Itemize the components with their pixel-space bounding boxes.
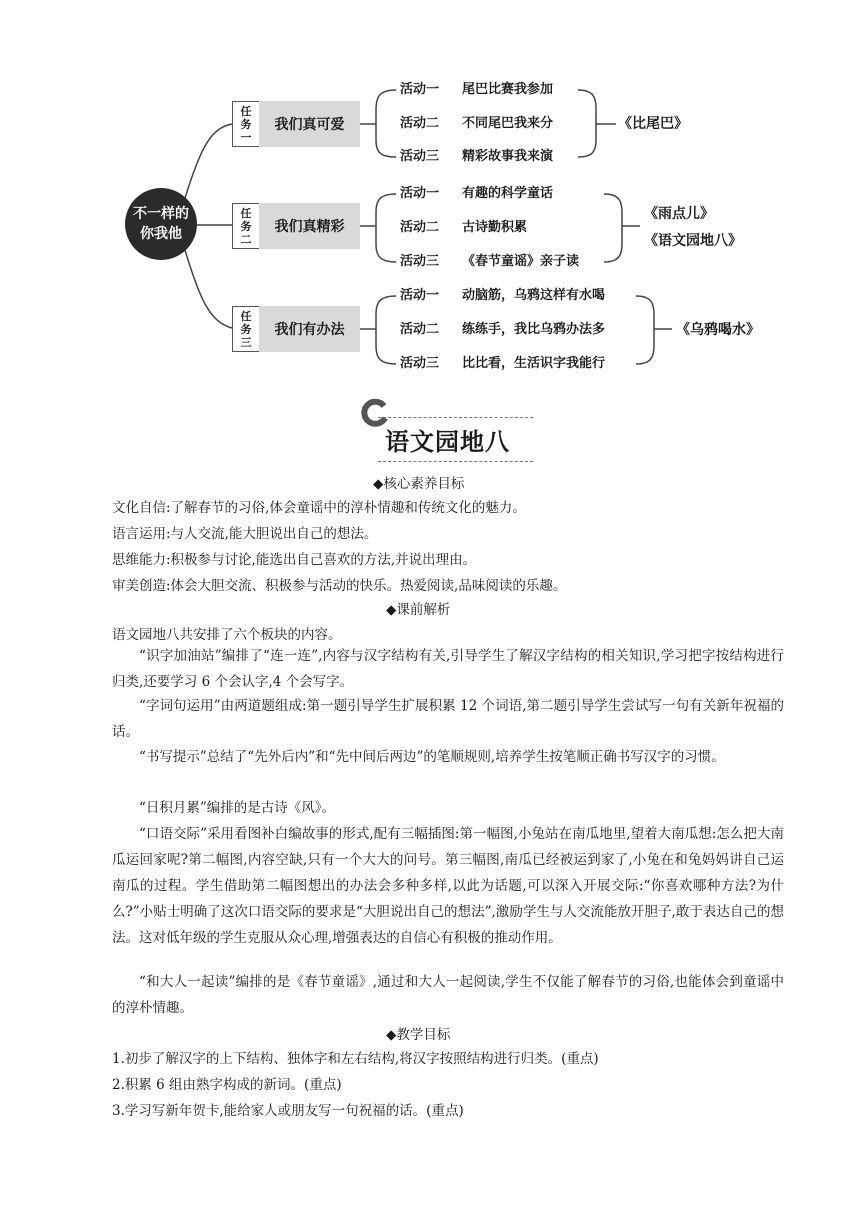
literacy-item: 审美创造:体会大胆交流、积极参与活动的快乐。热爱阅读,品味阅读的乐趣。	[112, 578, 567, 594]
literacy-item: 语言运用:与人交流,能大胆说出自己的想法。	[112, 526, 378, 542]
task-tag-char: 三	[240, 335, 252, 349]
activity-number: 活动一	[400, 288, 440, 303]
task-2	[232, 203, 360, 249]
analysis-heading: ◆课前解析	[386, 602, 451, 618]
task-tag-char: 任	[240, 309, 252, 323]
activity-item	[400, 114, 553, 134]
center-line-1: 不一样的	[133, 206, 189, 222]
task-name: 我们真可爱	[259, 101, 360, 147]
activity-text: 练练手，我比乌鸦办法多	[462, 322, 606, 337]
activity-item	[400, 252, 579, 272]
activity-text: 不同尾巴我来分	[462, 116, 554, 131]
task-tag-char: 任	[240, 206, 252, 220]
lesson-label: 《语文园地八》	[644, 233, 742, 249]
activity-text: 尾巴比赛我参加	[462, 82, 554, 97]
literacy-item: 文化自信:了解春节的习俗,体会童谣中的淳朴情趣和传统文化的魅力。	[112, 500, 526, 516]
activity-number: 活动二	[400, 116, 440, 131]
title-ring-icon	[358, 398, 388, 428]
task-tag-char: 务	[240, 117, 252, 131]
literacy-heading: ◆核心素养目标	[373, 476, 465, 492]
title-divider-bottom	[378, 461, 533, 462]
activity-item	[400, 218, 527, 238]
activity-item	[400, 286, 605, 306]
activity-item	[400, 320, 605, 340]
activity-item	[400, 147, 553, 167]
mind-map	[0, 0, 860, 390]
goals-heading: ◆教学目标	[386, 1027, 451, 1043]
goal-item: 1.初步了解汉字的上下结构、独体字和左右结构,将汉字按照结构进行归类。(重点)	[112, 1051, 599, 1067]
title-divider-top	[378, 417, 533, 418]
task-name: 我们有办法	[259, 306, 360, 352]
activity-number: 活动一	[400, 82, 440, 97]
analysis-intro: 语文园地八共安排了六个板块的内容。	[112, 627, 342, 643]
analysis-paragraph: “字词句运用”由两道题组成:第一题引导学生扩展积累 12 个词语,第二题引导学生尝试写一句有关新年祝福的话。	[112, 698, 784, 740]
goal-item: 3.学习写新年贺卡,能给家人或朋友写一句祝福的话。(重点)	[112, 1103, 464, 1119]
analysis-paragraph: “日积月累”编排的是古诗《风》。	[139, 800, 336, 816]
analysis-paragraph: “识字加油站”编排了“连一连”,内容与汉字结构有关,引导学生了解汉字结构的相关知识,学习把字按结构进行归类,还要学习 6 个会认字,4 个会写字。	[112, 648, 784, 690]
activity-number: 活动二	[400, 322, 440, 337]
activity-text: 有趣的科学童话	[462, 186, 554, 201]
analysis-paragraph: “书写提示”总结了“先外后内”和“先中间后两边”的笔顺规则,培养学生按笔顺正确书写汉字的习惯。	[139, 749, 725, 765]
task-1	[232, 101, 360, 147]
lesson-label: 《乌鸦喝水》	[676, 322, 760, 338]
task-tag-char: 二	[240, 232, 252, 246]
task-3	[232, 306, 360, 352]
task-tag-char: 一	[240, 130, 252, 144]
analysis-paragraph: “和大人一起读”编排的是《春节童谣》,通过和大人一起阅读,学生不仅能了解春节的习俗,也能体会到童谣中的淳朴情趣。	[112, 974, 784, 1016]
activity-text: 《春节童谣》亲子读	[462, 254, 580, 269]
task-tag-char: 任	[240, 104, 252, 118]
task-tag	[232, 203, 259, 249]
lesson-label: 《比尾巴》	[618, 116, 688, 132]
goal-item: 2.积累 6 组由熟字构成的新词。(重点)	[112, 1077, 342, 1093]
activity-text: 动脑筋，乌鸦这样有水喝	[462, 288, 606, 303]
activity-text: 精彩故事我来演	[462, 149, 554, 164]
analysis-paragraph: “口语交际”采用看图补白编故事的形式,配有三幅插图:第一幅图,小兔站在南瓜地里,望着大南瓜想:怎么把大南瓜运回家呢?第二幅图,内容空缺,只有一个大大的问号。第三幅图,南瓜已经被运到家了,小兔在和兔妈妈讲自己运南瓜的过程。学生借助第二幅图想出的办法会多种多样,以此为话题,可以深入开展交际:“你喜欢哪种方法?为什么?”小贴士明确了这次口语交际的要求是“大胆说出自己的想法”,激励学生与人交流能放开胆子,敢于表达自己的想法。这对低年级的学生克服从众心理,增强表达的自信心有积极的推动作用。	[112, 826, 784, 946]
task-tag-char: 务	[240, 322, 252, 336]
task-tag-char: 务	[240, 219, 252, 233]
task-tag	[232, 306, 259, 352]
activity-text: 比比看，生活识字我能行	[462, 356, 606, 371]
mind-map-center	[125, 188, 197, 260]
activity-item	[400, 80, 553, 100]
activity-number: 活动二	[400, 220, 440, 235]
activity-number: 活动一	[400, 186, 440, 201]
activity-number: 活动三	[400, 254, 440, 269]
literacy-item: 思维能力:积极参与讨论,能选出自己喜欢的方法,并说出理由。	[112, 552, 477, 568]
lesson-label: 《雨点儿》	[644, 206, 714, 222]
task-name: 我们真精彩	[259, 203, 360, 249]
center-line-2: 你我他	[140, 226, 182, 242]
activity-number: 活动三	[400, 149, 440, 164]
activity-number: 活动三	[400, 356, 440, 371]
section-title: 语文园地八	[385, 428, 510, 456]
activity-text: 古诗勤积累	[462, 220, 528, 235]
activity-item	[400, 354, 605, 374]
activity-item	[400, 184, 553, 204]
task-tag	[232, 101, 259, 147]
